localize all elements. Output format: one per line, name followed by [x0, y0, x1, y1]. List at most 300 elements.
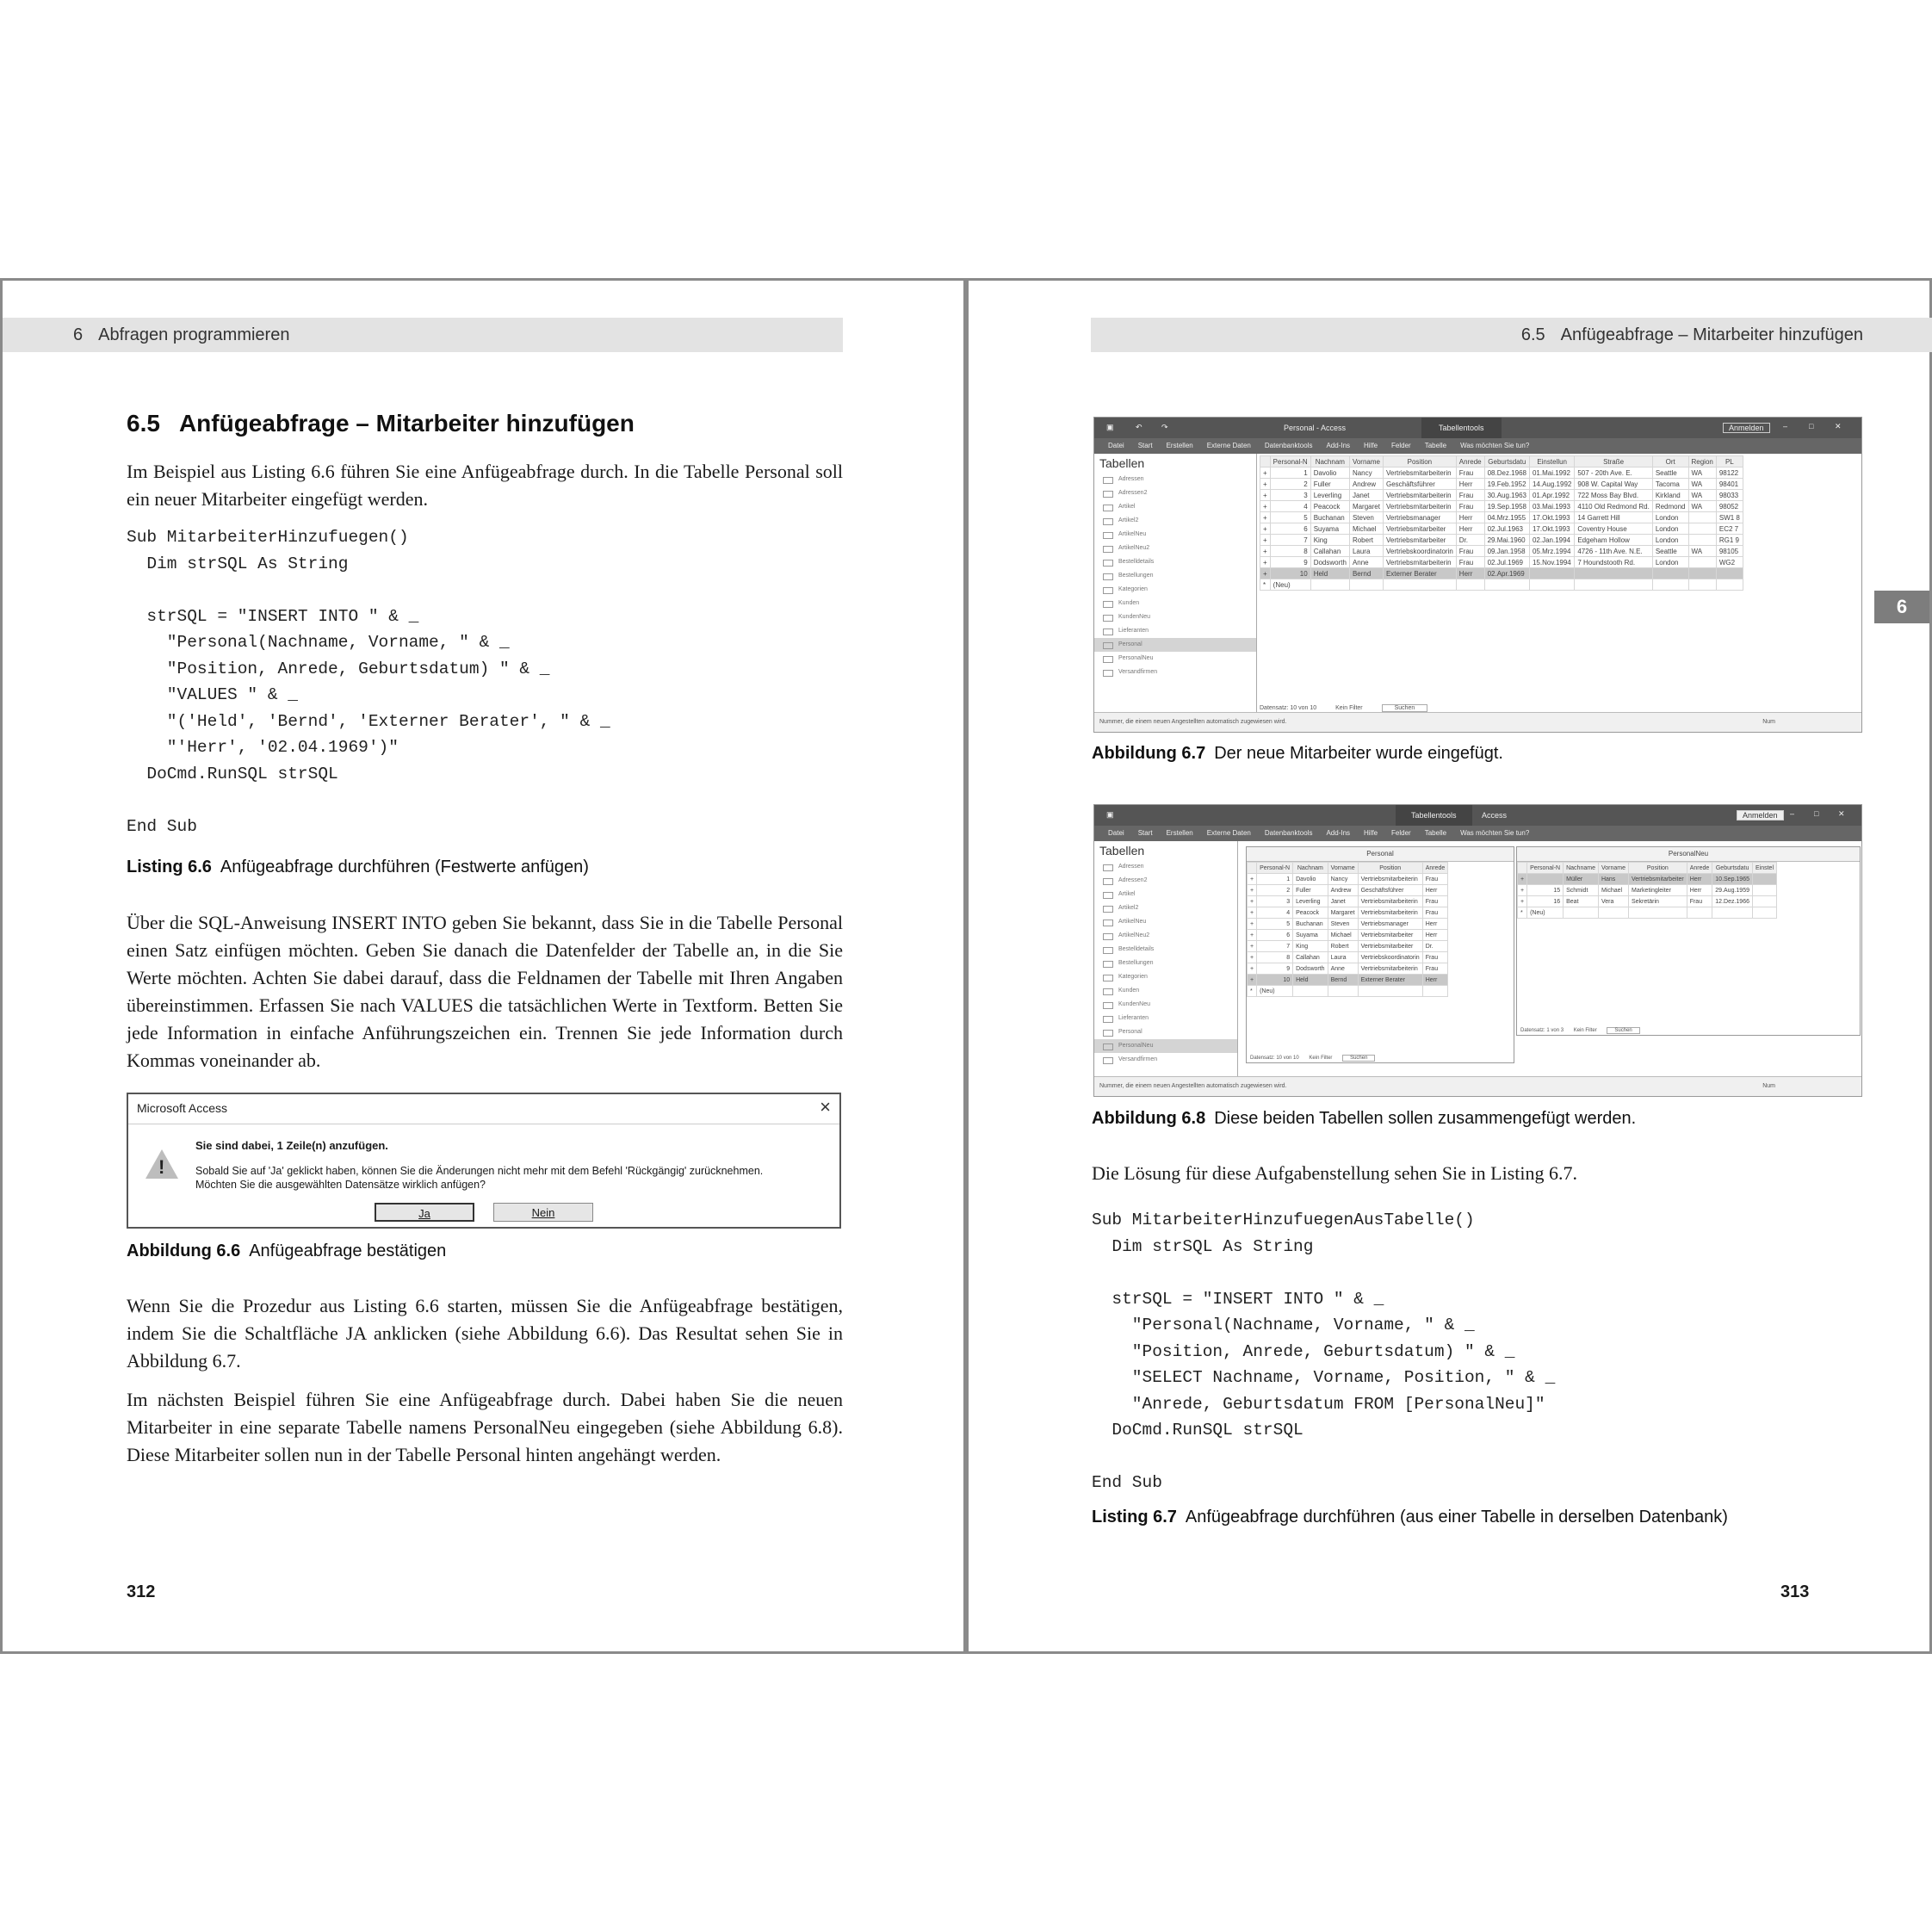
- table-row[interactable]: [1260, 479, 1743, 490]
- table-row[interactable]: [1260, 535, 1743, 546]
- table-cell[interactable]: 6: [1257, 930, 1293, 941]
- table-cell[interactable]: 2: [1257, 885, 1293, 896]
- empty-cell[interactable]: [1383, 579, 1456, 591]
- expand-icon[interactable]: +: [1518, 885, 1527, 896]
- table-cell[interactable]: Davolio: [1310, 468, 1349, 479]
- nav-table-item[interactable]: ArtikelNeu2: [1094, 542, 1256, 555]
- table-cell[interactable]: Davolio: [1293, 874, 1328, 885]
- table-cell[interactable]: Vertriebsmanager: [1383, 512, 1456, 523]
- ribbon-tab[interactable]: Erstellen: [1166, 829, 1193, 837]
- table-cell[interactable]: Redmond: [1652, 501, 1688, 512]
- table-cell[interactable]: Edgeham Hollow: [1575, 535, 1652, 546]
- ribbon-tab[interactable]: Felder: [1391, 829, 1411, 837]
- expand-icon[interactable]: +: [1260, 512, 1271, 523]
- nav-table-item[interactable]: Artikel2: [1094, 901, 1237, 915]
- column-header[interactable]: Anrede: [1456, 456, 1484, 468]
- nav-table-item[interactable]: ArtikelNeu2: [1094, 929, 1237, 943]
- table-row[interactable]: [1248, 907, 1448, 919]
- table-cell[interactable]: Margaret: [1349, 501, 1383, 512]
- table-cell[interactable]: 03.Mai.1993: [1529, 501, 1574, 512]
- table-cell[interactable]: Herr: [1422, 919, 1448, 930]
- table-cell[interactable]: [1688, 557, 1716, 568]
- table-cell[interactable]: Andrew: [1328, 885, 1358, 896]
- expand-icon[interactable]: +: [1260, 523, 1271, 535]
- table-row[interactable]: [1248, 975, 1448, 986]
- table-cell[interactable]: Vera: [1598, 896, 1628, 907]
- table-cell[interactable]: Vertriebsmitarbeiter: [1383, 523, 1456, 535]
- table-cell[interactable]: Anne: [1349, 557, 1383, 568]
- table-cell[interactable]: Herr: [1456, 568, 1484, 579]
- table-row[interactable]: [1260, 568, 1743, 579]
- table-cell[interactable]: 10: [1270, 568, 1310, 579]
- table-cell[interactable]: Vertriebsmitarbeiterin: [1383, 490, 1456, 501]
- table-cell[interactable]: EC2 7: [1716, 523, 1743, 535]
- column-header[interactable]: Einstellun: [1529, 456, 1574, 468]
- ribbon-tab[interactable]: Was möchten Sie tun?: [1460, 829, 1530, 837]
- empty-cell[interactable]: [1358, 986, 1422, 997]
- nav-table-item[interactable]: Kategorien: [1094, 583, 1256, 597]
- table-cell[interactable]: 2: [1270, 479, 1310, 490]
- nav-table-item[interactable]: Artikel: [1094, 500, 1256, 514]
- table-cell[interactable]: 4110 Old Redmond Rd.: [1575, 501, 1652, 512]
- column-header[interactable]: Anrede: [1422, 863, 1448, 874]
- table-row[interactable]: [1260, 490, 1743, 501]
- table-cell[interactable]: Buchanan: [1293, 919, 1328, 930]
- table-cell[interactable]: 3: [1270, 490, 1310, 501]
- table-row[interactable]: [1260, 501, 1743, 512]
- nav-table-item[interactable]: Artikel: [1094, 888, 1237, 901]
- table-cell[interactable]: 14.Aug.1992: [1529, 479, 1574, 490]
- table-cell[interactable]: Nancy: [1349, 468, 1383, 479]
- empty-cell[interactable]: [1310, 579, 1349, 591]
- table-cell[interactable]: 908 W. Capital Way: [1575, 479, 1652, 490]
- column-header[interactable]: Straße: [1575, 456, 1652, 468]
- empty-cell[interactable]: [1629, 907, 1687, 919]
- table-cell[interactable]: 19.Feb.1952: [1484, 479, 1529, 490]
- column-header[interactable]: Nachname: [1564, 863, 1599, 874]
- empty-cell[interactable]: [1349, 579, 1383, 591]
- nav-table-item[interactable]: Versandfirmen: [1094, 666, 1256, 679]
- expand-icon[interactable]: +: [1260, 546, 1271, 557]
- column-header[interactable]: Geburtsdatu: [1712, 863, 1753, 874]
- empty-cell[interactable]: [1712, 907, 1753, 919]
- expand-icon[interactable]: +: [1248, 885, 1257, 896]
- expand-icon[interactable]: +: [1248, 963, 1257, 975]
- table-cell[interactable]: Vertriebsmitarbeiter: [1383, 535, 1456, 546]
- nav-table-item[interactable]: PersonalNeu: [1094, 1039, 1237, 1053]
- table-cell[interactable]: 3: [1257, 896, 1293, 907]
- column-header[interactable]: Anrede: [1687, 863, 1712, 874]
- ribbon-tab[interactable]: Datei: [1108, 829, 1124, 837]
- table-cell[interactable]: [1688, 535, 1716, 546]
- column-header[interactable]: Vorname: [1328, 863, 1358, 874]
- ribbon-tab[interactable]: Hilfe: [1364, 829, 1378, 837]
- table-cell[interactable]: Frau: [1456, 490, 1484, 501]
- table-cell[interactable]: London: [1652, 523, 1688, 535]
- ribbon-tab[interactable]: Datenbanktools: [1264, 829, 1313, 837]
- table-cell[interactable]: Herr: [1456, 479, 1484, 490]
- table-cell[interactable]: 8: [1270, 546, 1310, 557]
- table-cell[interactable]: Frau: [1456, 468, 1484, 479]
- table-cell[interactable]: 01.Mai.1992: [1529, 468, 1574, 479]
- empty-cell[interactable]: [1575, 579, 1652, 591]
- table-cell[interactable]: Suyama: [1293, 930, 1328, 941]
- table-cell[interactable]: Frau: [1422, 963, 1448, 975]
- table-cell[interactable]: Michael: [1349, 523, 1383, 535]
- nav-table-item[interactable]: Kunden: [1094, 984, 1237, 998]
- table-cell[interactable]: Frau: [1422, 874, 1448, 885]
- table-cell[interactable]: 29.Aug.1959: [1712, 885, 1753, 896]
- table-cell[interactable]: Vertriebsmitarbeiterin: [1358, 874, 1422, 885]
- table-cell[interactable]: 14 Garrett Hill: [1575, 512, 1652, 523]
- table-cell[interactable]: 9: [1270, 557, 1310, 568]
- table-cell[interactable]: Coventry House: [1575, 523, 1652, 535]
- table-row[interactable]: [1248, 874, 1448, 885]
- expand-icon[interactable]: +: [1248, 952, 1257, 963]
- nav-table-item[interactable]: Artikel2: [1094, 514, 1256, 528]
- table-cell[interactable]: London: [1652, 512, 1688, 523]
- ribbon-tab[interactable]: Start: [1137, 829, 1153, 837]
- table-row[interactable]: [1518, 885, 1777, 896]
- ribbon-tab[interactable]: Add-Ins: [1326, 442, 1351, 449]
- expand-icon[interactable]: +: [1248, 919, 1257, 930]
- expand-icon[interactable]: +: [1260, 568, 1271, 579]
- ribbon-tab[interactable]: Was möchten Sie tun?: [1460, 442, 1530, 449]
- table-cell[interactable]: Beat: [1564, 896, 1599, 907]
- table-cell[interactable]: 15: [1527, 885, 1564, 896]
- table-cell[interactable]: Vertriebsmitarbeiterin: [1358, 907, 1422, 919]
- column-header[interactable]: Vorname: [1349, 456, 1383, 468]
- table-row[interactable]: [1248, 896, 1448, 907]
- table-row[interactable]: [1248, 919, 1448, 930]
- ribbon-tab[interactable]: Tabelle: [1424, 829, 1447, 837]
- table-cell[interactable]: Michael: [1328, 930, 1358, 941]
- table-cell[interactable]: 7 Houndstooth Rd.: [1575, 557, 1652, 568]
- table-cell[interactable]: Tacoma: [1652, 479, 1688, 490]
- table-cell[interactable]: Callahan: [1293, 952, 1328, 963]
- table-cell[interactable]: 98105: [1716, 546, 1743, 557]
- table-cell[interactable]: Vertriebsmitarbeiter: [1358, 930, 1422, 941]
- table-row[interactable]: [1260, 557, 1743, 568]
- table-cell[interactable]: [1752, 885, 1776, 896]
- new-record-row[interactable]: (Neu): [1257, 986, 1293, 997]
- table-row[interactable]: [1248, 941, 1448, 952]
- table-cell[interactable]: Herr: [1422, 930, 1448, 941]
- table-cell[interactable]: Dr.: [1456, 535, 1484, 546]
- table-cell[interactable]: Fuller: [1310, 479, 1349, 490]
- signin-button[interactable]: Anmelden: [1723, 423, 1770, 433]
- table-cell[interactable]: WG2: [1716, 557, 1743, 568]
- table-cell[interactable]: Callahan: [1310, 546, 1349, 557]
- table-cell[interactable]: 98052: [1716, 501, 1743, 512]
- nav-table-item[interactable]: Kategorien: [1094, 970, 1237, 984]
- table-cell[interactable]: Vertriebsmitarbeiterin: [1383, 557, 1456, 568]
- table-cell[interactable]: [1688, 523, 1716, 535]
- table-cell[interactable]: [1527, 874, 1564, 885]
- table-cell[interactable]: 02.Jan.1994: [1529, 535, 1574, 546]
- empty-cell[interactable]: [1688, 579, 1716, 591]
- table-cell[interactable]: 17.Okt.1993: [1529, 523, 1574, 535]
- table-cell[interactable]: Vertriebsmanager: [1358, 919, 1422, 930]
- table-cell[interactable]: Nancy: [1328, 874, 1358, 885]
- empty-cell[interactable]: [1328, 986, 1358, 997]
- table-row[interactable]: [1248, 885, 1448, 896]
- nav-table-item[interactable]: Adressen: [1094, 860, 1237, 874]
- table-cell[interactable]: Bernd: [1349, 568, 1383, 579]
- table-cell[interactable]: 7: [1257, 941, 1293, 952]
- column-header[interactable]: Geburtsdatu: [1484, 456, 1529, 468]
- expand-icon[interactable]: +: [1260, 468, 1271, 479]
- table-cell[interactable]: 09.Jan.1958: [1484, 546, 1529, 557]
- table-cell[interactable]: Fuller: [1293, 885, 1328, 896]
- nav-table-item[interactable]: Lieferanten: [1094, 624, 1256, 638]
- table-cell[interactable]: London: [1652, 557, 1688, 568]
- table-cell[interactable]: Suyama: [1310, 523, 1349, 535]
- table-cell[interactable]: Vertriebskoordinatorin: [1383, 546, 1456, 557]
- expand-icon[interactable]: +: [1518, 874, 1527, 885]
- table-cell[interactable]: Vertriebsmitarbeiterin: [1383, 501, 1456, 512]
- nav-table-item[interactable]: Adressen: [1094, 473, 1256, 486]
- table-cell[interactable]: Laura: [1349, 546, 1383, 557]
- table-cell[interactable]: King: [1310, 535, 1349, 546]
- table-cell[interactable]: 4726 - 11th Ave. N.E.: [1575, 546, 1652, 557]
- table-cell[interactable]: 17.Okt.1993: [1529, 512, 1574, 523]
- table-cell[interactable]: Held: [1310, 568, 1349, 579]
- table-cell[interactable]: Herr: [1687, 874, 1712, 885]
- table-cell[interactable]: 4: [1257, 907, 1293, 919]
- table-cell[interactable]: Vertriebsmitarbeiter: [1358, 941, 1422, 952]
- expand-icon[interactable]: +: [1248, 907, 1257, 919]
- table-cell[interactable]: Frau: [1456, 557, 1484, 568]
- ribbon-tab[interactable]: Externe Daten: [1206, 829, 1251, 837]
- ribbon-tab[interactable]: Datenbanktools: [1264, 442, 1313, 449]
- ribbon-tab[interactable]: Tabelle: [1424, 442, 1447, 449]
- table-cell[interactable]: Seattle: [1652, 468, 1688, 479]
- table-row[interactable]: [1260, 512, 1743, 523]
- table-cell[interactable]: WA: [1688, 501, 1716, 512]
- column-header[interactable]: Personal-N: [1257, 863, 1293, 874]
- table-cell[interactable]: 1: [1257, 874, 1293, 885]
- table-cell[interactable]: 722 Moss Bay Blvd.: [1575, 490, 1652, 501]
- ribbon-tab[interactable]: Start: [1137, 442, 1153, 449]
- table-cell[interactable]: [1752, 874, 1776, 885]
- table-cell[interactable]: King: [1293, 941, 1328, 952]
- table-cell[interactable]: Vertriebsmitarbeiterin: [1358, 896, 1422, 907]
- table-cell[interactable]: 98033: [1716, 490, 1743, 501]
- table-cell[interactable]: 02.Jul.1969: [1484, 557, 1529, 568]
- nav-table-item[interactable]: PersonalNeu: [1094, 652, 1256, 666]
- table-cell[interactable]: Schmidt: [1564, 885, 1599, 896]
- nav-table-item[interactable]: Adressen2: [1094, 874, 1237, 888]
- table-cell[interactable]: Geschäftsführer: [1358, 885, 1422, 896]
- table-cell[interactable]: Michael: [1598, 885, 1628, 896]
- nav-table-item[interactable]: ArtikelNeu: [1094, 915, 1237, 929]
- table-cell[interactable]: WA: [1688, 468, 1716, 479]
- table-cell[interactable]: 10.Sep.1965: [1712, 874, 1753, 885]
- table-row[interactable]: [1260, 523, 1743, 535]
- nav-table-item[interactable]: Personal: [1094, 1025, 1237, 1039]
- table-cell[interactable]: Hans: [1598, 874, 1628, 885]
- expand-icon[interactable]: +: [1518, 896, 1527, 907]
- table-cell[interactable]: 6: [1270, 523, 1310, 535]
- table-cell[interactable]: 1: [1270, 468, 1310, 479]
- table-cell[interactable]: Frau: [1456, 546, 1484, 557]
- expand-icon[interactable]: +: [1248, 930, 1257, 941]
- table-cell[interactable]: 8: [1257, 952, 1293, 963]
- table-cell[interactable]: [1575, 568, 1652, 579]
- table-cell[interactable]: Bernd: [1328, 975, 1358, 986]
- nav-table-item[interactable]: Adressen2: [1094, 486, 1256, 500]
- table-cell[interactable]: Steven: [1328, 919, 1358, 930]
- table-cell[interactable]: Geschäftsführer: [1383, 479, 1456, 490]
- column-header[interactable]: Nachnam: [1293, 863, 1328, 874]
- column-header[interactable]: Position: [1358, 863, 1422, 874]
- table-cell[interactable]: 02.Apr.1969: [1484, 568, 1529, 579]
- table-cell[interactable]: 9: [1257, 963, 1293, 975]
- table-cell[interactable]: 10: [1257, 975, 1293, 986]
- table-cell[interactable]: Frau: [1422, 896, 1448, 907]
- table-cell[interactable]: Leverling: [1293, 896, 1328, 907]
- table-cell[interactable]: 29.Mai.1960: [1484, 535, 1529, 546]
- table-cell[interactable]: Laura: [1328, 952, 1358, 963]
- empty-cell[interactable]: [1529, 579, 1574, 591]
- table-cell[interactable]: Vertriebskoordinatorin: [1358, 952, 1422, 963]
- expand-icon[interactable]: +: [1248, 874, 1257, 885]
- ribbon-tab[interactable]: Hilfe: [1364, 442, 1378, 449]
- table-row[interactable]: [1260, 546, 1743, 557]
- table-cell[interactable]: Herr: [1456, 523, 1484, 535]
- table-cell[interactable]: 05.Mrz.1994: [1529, 546, 1574, 557]
- table-cell[interactable]: Andrew: [1349, 479, 1383, 490]
- empty-cell[interactable]: [1456, 579, 1484, 591]
- table-cell[interactable]: WA: [1688, 490, 1716, 501]
- table-cell[interactable]: Marketingleiter: [1629, 885, 1687, 896]
- nav-table-item[interactable]: ArtikelNeu: [1094, 528, 1256, 542]
- table-row[interactable]: [1260, 468, 1743, 479]
- table-cell[interactable]: Vertriebsmitarbeiterin: [1383, 468, 1456, 479]
- table-cell[interactable]: London: [1652, 535, 1688, 546]
- table-cell[interactable]: 15.Nov.1994: [1529, 557, 1574, 568]
- search-box[interactable]: Suchen: [1607, 1027, 1639, 1034]
- ribbon-tab[interactable]: Externe Daten: [1206, 442, 1251, 449]
- nav-table-item[interactable]: KundenNeu: [1094, 998, 1237, 1012]
- table-cell[interactable]: [1688, 568, 1716, 579]
- table-cell[interactable]: SW1 8: [1716, 512, 1743, 523]
- column-header[interactable]: Einstel: [1752, 863, 1776, 874]
- column-header[interactable]: Personal-N: [1527, 863, 1564, 874]
- table-cell[interactable]: Frau: [1422, 952, 1448, 963]
- ribbon-tab[interactable]: Felder: [1391, 442, 1411, 449]
- table-cell[interactable]: [1752, 896, 1776, 907]
- table-row[interactable]: [1518, 896, 1777, 907]
- table-cell[interactable]: WA: [1688, 479, 1716, 490]
- table-cell[interactable]: 98401: [1716, 479, 1743, 490]
- table-cell[interactable]: WA: [1688, 546, 1716, 557]
- table-cell[interactable]: Vertriebsmitarbeiter: [1629, 874, 1687, 885]
- table-cell[interactable]: 7: [1270, 535, 1310, 546]
- table-cell[interactable]: 507 - 20th Ave. E.: [1575, 468, 1652, 479]
- new-record-row[interactable]: (Neu): [1527, 907, 1564, 919]
- empty-cell[interactable]: [1598, 907, 1628, 919]
- ribbon-tab[interactable]: Add-Ins: [1326, 829, 1351, 837]
- column-header[interactable]: Nachnam: [1310, 456, 1349, 468]
- empty-cell[interactable]: [1652, 579, 1688, 591]
- table-cell[interactable]: Anne: [1328, 963, 1358, 975]
- table-cell[interactable]: Dr.: [1422, 941, 1448, 952]
- table-cell[interactable]: Dodsworth: [1293, 963, 1328, 975]
- no-button[interactable]: Nein: [493, 1203, 593, 1222]
- table-cell[interactable]: Sekretärin: [1629, 896, 1687, 907]
- empty-cell[interactable]: [1564, 907, 1599, 919]
- table-cell[interactable]: Herr: [1422, 975, 1448, 986]
- table-cell[interactable]: 4: [1270, 501, 1310, 512]
- table-row[interactable]: [1248, 930, 1448, 941]
- table-cell[interactable]: 04.Mrz.1955: [1484, 512, 1529, 523]
- ribbon-tab[interactable]: Erstellen: [1166, 442, 1193, 449]
- table-row[interactable]: [1248, 963, 1448, 975]
- table-cell[interactable]: 08.Dez.1968: [1484, 468, 1529, 479]
- table-cell[interactable]: Müller: [1564, 874, 1599, 885]
- nav-table-item[interactable]: Personal: [1094, 638, 1256, 652]
- table-cell[interactable]: [1688, 512, 1716, 523]
- expand-icon[interactable]: +: [1248, 941, 1257, 952]
- search-box[interactable]: Suchen: [1382, 704, 1428, 712]
- table-cell[interactable]: Herr: [1456, 512, 1484, 523]
- empty-cell[interactable]: [1716, 579, 1743, 591]
- table-cell[interactable]: Seattle: [1652, 546, 1688, 557]
- empty-cell[interactable]: [1422, 986, 1448, 997]
- column-header[interactable]: Ort: [1652, 456, 1688, 468]
- table-cell[interactable]: Steven: [1349, 512, 1383, 523]
- table-cell[interactable]: 02.Jul.1963: [1484, 523, 1529, 535]
- column-header[interactable]: Position: [1383, 456, 1456, 468]
- close-icon[interactable]: ×: [820, 1096, 831, 1118]
- column-header[interactable]: Region: [1688, 456, 1716, 468]
- nav-table-item[interactable]: KundenNeu: [1094, 610, 1256, 624]
- table-cell[interactable]: Herr: [1422, 885, 1448, 896]
- table-cell[interactable]: Leverling: [1310, 490, 1349, 501]
- nav-table-item[interactable]: Versandfirmen: [1094, 1053, 1237, 1067]
- table-cell[interactable]: Kirkland: [1652, 490, 1688, 501]
- nav-table-item[interactable]: Bestelldetails: [1094, 555, 1256, 569]
- table-cell[interactable]: 12.Dez.1966: [1712, 896, 1753, 907]
- table-cell[interactable]: 98122: [1716, 468, 1743, 479]
- table-cell[interactable]: Held: [1293, 975, 1328, 986]
- expand-icon[interactable]: +: [1260, 535, 1271, 546]
- table-cell[interactable]: [1716, 568, 1743, 579]
- table-cell[interactable]: Margaret: [1328, 907, 1358, 919]
- column-header[interactable]: Vorname: [1598, 863, 1628, 874]
- table-cell[interactable]: Frau: [1422, 907, 1448, 919]
- table-cell[interactable]: 5: [1257, 919, 1293, 930]
- table-cell[interactable]: Externer Berater: [1383, 568, 1456, 579]
- expand-icon[interactable]: +: [1248, 896, 1257, 907]
- nav-table-item[interactable]: Lieferanten: [1094, 1012, 1237, 1025]
- nav-table-item[interactable]: Bestellungen: [1094, 957, 1237, 970]
- empty-cell[interactable]: [1752, 907, 1776, 919]
- column-header[interactable]: Position: [1629, 863, 1687, 874]
- search-box[interactable]: Suchen: [1342, 1055, 1375, 1062]
- table-cell[interactable]: Peacock: [1293, 907, 1328, 919]
- nav-table-item[interactable]: Bestellungen: [1094, 569, 1256, 583]
- signin-button[interactable]: Anmelden: [1737, 810, 1784, 820]
- ribbon-tab[interactable]: Datei: [1108, 442, 1124, 449]
- table-cell[interactable]: [1529, 568, 1574, 579]
- table-cell[interactable]: Vertriebsmitarbeiterin: [1358, 963, 1422, 975]
- table-cell[interactable]: 5: [1270, 512, 1310, 523]
- table-cell[interactable]: 30.Aug.1963: [1484, 490, 1529, 501]
- expand-icon[interactable]: +: [1248, 975, 1257, 986]
